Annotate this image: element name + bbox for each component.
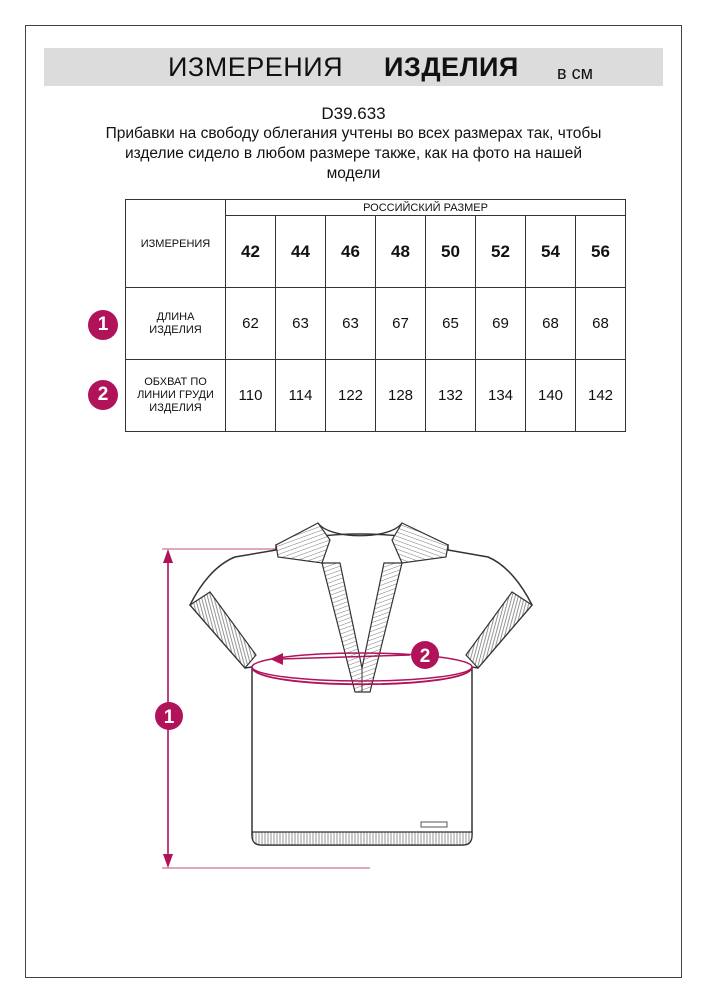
- chest-value: 122: [326, 360, 376, 432]
- brand-label: [421, 822, 447, 827]
- table-row: [126, 288, 626, 360]
- left-collar: [276, 523, 330, 563]
- russian-size-header: РОССИЙСКИЙ РАЗМЕР: [226, 200, 626, 216]
- chest-value: 142: [576, 360, 626, 432]
- fit-note: Прибавки на свободу облегания учтены во всех размерах так, чтобы изделие сидело в любом размере также, как на фото на нашей модели: [105, 125, 602, 182]
- chest-marker-badge: 2: [88, 380, 118, 410]
- length-value: 65: [426, 288, 476, 360]
- right-collar: [392, 523, 448, 563]
- size-header: 44: [276, 216, 326, 288]
- length-value: 62: [226, 288, 276, 360]
- chest-value: 140: [526, 360, 576, 432]
- size-header: 56: [576, 216, 626, 288]
- row-label-line: ИЗДЕЛИЯ: [149, 323, 202, 336]
- length-arrow-bottom: [163, 854, 173, 868]
- chest-value: 114: [276, 360, 326, 432]
- length-value: 67: [376, 288, 426, 360]
- title-measurements: ИЗМЕРЕНИЯ: [168, 52, 344, 82]
- length-value: 68: [576, 288, 626, 360]
- row-label-line: ОБХВАТ ПО: [144, 376, 207, 388]
- size-header: 54: [526, 216, 576, 288]
- size-header: 42: [226, 216, 276, 288]
- row-label-line: ДЛИНА: [156, 310, 195, 323]
- chest-value: 110: [226, 360, 276, 432]
- length-value: 63: [326, 288, 376, 360]
- length-arrow-top: [163, 549, 173, 563]
- size-header: 52: [476, 216, 526, 288]
- length-value: 63: [276, 288, 326, 360]
- length-value: 68: [526, 288, 576, 360]
- row-label-chest: [126, 360, 226, 432]
- size-table: [125, 199, 626, 432]
- title-garment: ИЗДЕЛИЯ: [384, 52, 519, 82]
- diagram-marker-chest: 2: [419, 646, 431, 667]
- size-header: 50: [426, 216, 476, 288]
- title-unit: в см: [557, 63, 593, 83]
- length-value: 69: [476, 288, 526, 360]
- chest-value: 132: [426, 360, 476, 432]
- row-label-length: [126, 288, 226, 360]
- table-row: [126, 360, 626, 432]
- size-header: 48: [376, 216, 426, 288]
- chest-value: 128: [376, 360, 426, 432]
- row-label-line: ЛИНИИ ГРУДИ: [137, 389, 214, 401]
- size-header: 46: [326, 216, 376, 288]
- measurements-header: ИЗМЕРЕНИЯ: [126, 200, 226, 288]
- product-code: D39.633: [321, 104, 386, 123]
- diagram-marker-length: 1: [163, 707, 175, 728]
- chest-value: 134: [476, 360, 526, 432]
- bottom-rib: [252, 832, 472, 845]
- garment-diagram: [0, 500, 707, 900]
- length-marker-badge: 1: [88, 310, 118, 340]
- row-label-line: ИЗДЕЛИЯ: [149, 402, 202, 414]
